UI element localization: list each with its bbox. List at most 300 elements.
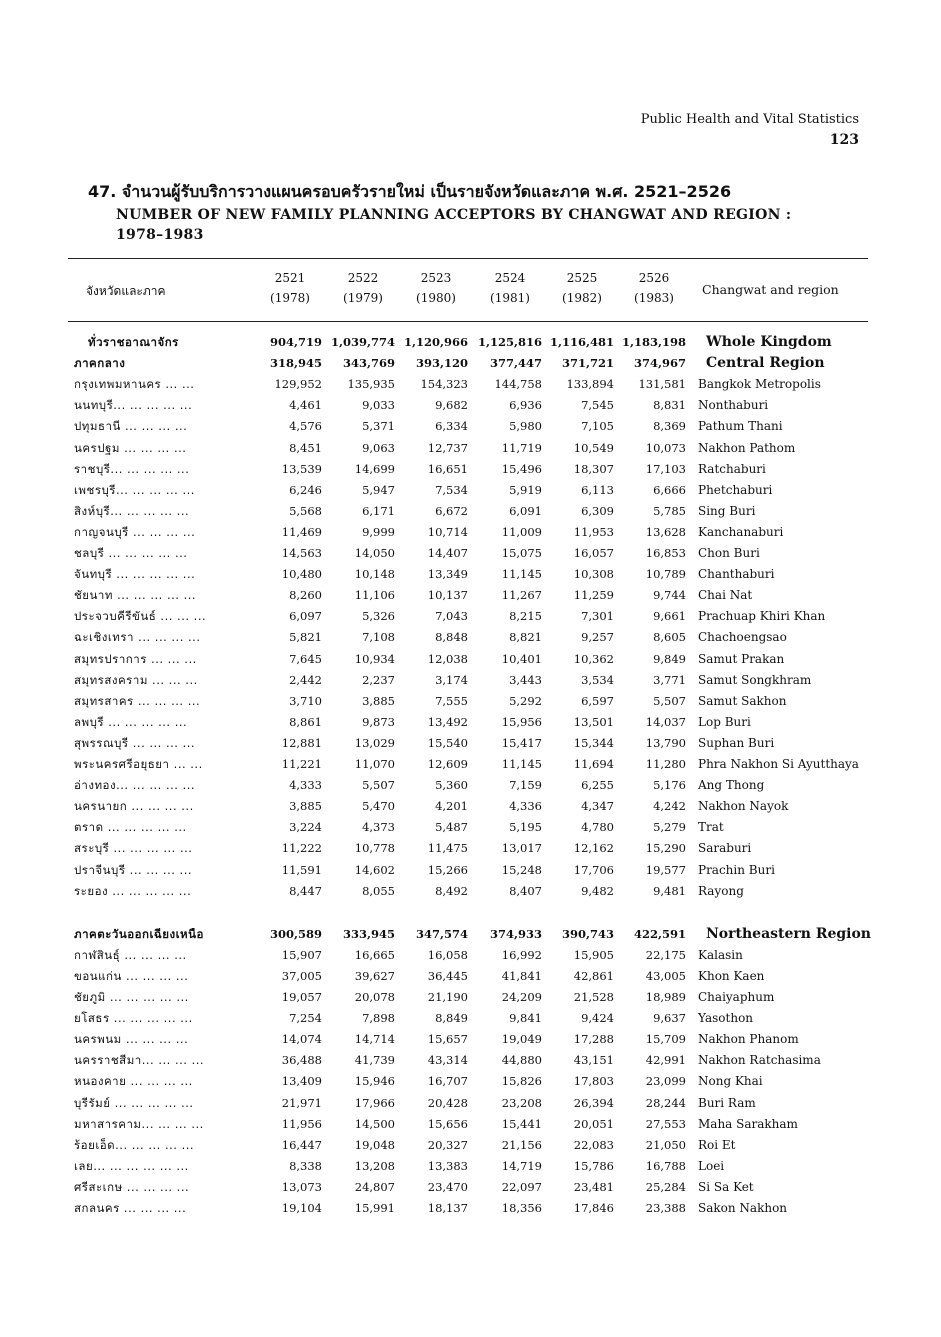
cell-value: 16,651 [427, 461, 468, 476]
row-label-thai: ภาคกลาง [74, 356, 126, 371]
row-label-thai: สระบุรี ... ... ... ... ... [74, 841, 193, 856]
row-label-thai: นนทบุรี... ... ... ... ... [74, 398, 193, 413]
cell-value: 41,739 [354, 1053, 395, 1068]
cell-value: 8,407 [509, 883, 542, 898]
cell-value: 393,120 [415, 356, 468, 371]
row-label-english: Suphan Buri [698, 735, 775, 750]
cell-value: 10,308 [573, 567, 614, 582]
cell-value: 11,956 [281, 1116, 322, 1131]
cell-value: 15,344 [573, 735, 614, 750]
cell-value: 11,070 [354, 757, 395, 771]
cell-value: 7,545 [581, 398, 614, 413]
cell-value: 9,063 [362, 440, 395, 455]
cell-value: 8,605 [653, 630, 686, 645]
cell-value: 135,935 [347, 377, 395, 392]
cell-value: 1,116,481 [549, 335, 614, 349]
row-label-thai: นครพนม ... ... ... ... [74, 1032, 189, 1047]
cell-value: 5,568 [289, 503, 322, 518]
row-label-english: Nakhon Phanom [698, 1032, 799, 1047]
cell-value: 9,873 [362, 714, 395, 729]
cell-value: 5,279 [653, 820, 686, 835]
row-label-thai: ภาคตะวันออกเฉียงเหนือ [74, 926, 204, 941]
cell-value: 14,563 [281, 546, 322, 560]
row-label-thai: จันทบุรี ... ... ... ... ... [74, 567, 196, 582]
cell-value: 9,661 [653, 609, 686, 624]
cell-value: 11,591 [281, 862, 322, 877]
row-label-english: Nakhon Nayok [698, 799, 789, 814]
cell-value: 12,038 [427, 651, 468, 666]
cell-value: 374,933 [489, 926, 542, 941]
row-label-thai: กรุงเทพมหานคร ... ... [74, 377, 195, 392]
row-label-english: Chaiyaphum [698, 990, 775, 1004]
cell-value: 390,743 [561, 926, 614, 941]
cell-value: 26,394 [573, 1095, 614, 1110]
table-row [0, 459, 941, 480]
cell-value: 11,469 [281, 524, 322, 539]
row-label-english: Samut Songkhram [698, 672, 812, 687]
table-row [0, 480, 941, 501]
cell-value: 12,737 [427, 440, 468, 455]
cell-value: 22,083 [573, 1137, 614, 1152]
table-row [0, 501, 941, 522]
row-label-thai: กาญจนบุรี ... ... ... ... [74, 524, 196, 539]
cell-value: 7,254 [289, 1011, 322, 1026]
table-row [0, 987, 941, 1008]
cell-value: 3,771 [653, 672, 686, 687]
cell-value: 9,841 [509, 1011, 542, 1026]
year-ce: (1978) [270, 291, 310, 305]
cell-value: 10,148 [354, 567, 395, 582]
cell-value: 5,487 [435, 820, 468, 835]
cell-value: 5,176 [653, 778, 686, 793]
cell-value: 41,841 [501, 968, 542, 983]
row-label-thai: ชัยภูมิ ... ... ... ... ... [74, 990, 189, 1004]
table-row [0, 1050, 941, 1071]
top-rule [68, 258, 868, 259]
row-label-thai: ศรีสะเกษ ... ... ... ... [74, 1179, 190, 1194]
table-row [0, 1198, 941, 1219]
cell-value: 6,672 [435, 503, 468, 518]
cell-value: 24,209 [501, 990, 542, 1004]
cell-value: 14,074 [281, 1032, 322, 1047]
cell-value: 6,091 [509, 503, 542, 518]
cell-value: 13,029 [354, 735, 395, 750]
cell-value: 5,919 [509, 482, 542, 497]
cell-value: 2,237 [362, 672, 395, 687]
cell-value: 19,048 [354, 1137, 395, 1152]
table-row [0, 1071, 941, 1092]
table-row [0, 670, 941, 691]
cell-value: 5,371 [362, 419, 395, 434]
cell-value: 9,999 [362, 524, 395, 539]
page-number: 123 [829, 132, 859, 148]
row-label-thai: สกลนคร ... ... ... ... [74, 1201, 187, 1215]
row-label-thai: อ่างทอง... ... ... ... ... [74, 778, 196, 793]
cell-value: 5,785 [653, 503, 686, 518]
cell-value: 7,159 [509, 778, 542, 793]
row-label-english: Sakon Nakhon [698, 1201, 788, 1215]
row-label-english: Roi Et [698, 1137, 736, 1152]
row-label-thai: สิงห์บุรี... ... ... ... ... [74, 503, 190, 518]
table-row [0, 1135, 941, 1156]
cell-value: 15,290 [645, 841, 686, 856]
cell-value: 3,174 [435, 672, 468, 687]
cell-value: 10,714 [427, 524, 468, 539]
cell-value: 8,215 [509, 609, 542, 624]
cell-value: 22,175 [645, 947, 686, 962]
cell-value: 12,609 [427, 757, 468, 771]
row-label-english: Northeastern Region [706, 925, 871, 942]
page-header [641, 110, 859, 150]
row-label-english: Chon Buri [698, 546, 760, 560]
cell-value: 22,097 [501, 1179, 542, 1194]
cell-value: 17,966 [354, 1095, 395, 1110]
cell-value: 4,347 [581, 799, 614, 814]
table-row [0, 438, 941, 459]
row-label-english: Prachuap Khiri Khan [698, 609, 826, 624]
row-label-english: Lop Buri [698, 714, 751, 729]
row-label-english: Samut Sakhon [698, 693, 787, 708]
cell-value: 13,790 [645, 735, 686, 750]
table-title-english: NUMBER OF NEW FAMILY PLANNING ACCEPTORS BY CHANGWAT AND REGION : [116, 207, 792, 223]
table-section-row [0, 924, 941, 945]
row-label-thai: ขอนแก่น ... ... ... ... [74, 968, 189, 983]
row-label-thai: ปทุมธานี ... ... ... ... [74, 419, 188, 434]
cell-value: 2,442 [289, 672, 322, 687]
section-title: Public Health and Vital Statistics [640, 112, 859, 127]
row-label-thai: เพชรบุรี... ... ... ... ... [74, 482, 195, 497]
cell-value: 3,443 [509, 672, 542, 687]
cell-value: 10,073 [645, 440, 686, 455]
cell-value: 7,108 [362, 630, 395, 645]
cell-value: 343,769 [342, 356, 395, 371]
cell-value: 10,362 [573, 651, 614, 666]
cell-value: 15,656 [427, 1116, 468, 1131]
cell-value: 333,945 [342, 926, 395, 941]
cell-value: 13,409 [281, 1074, 322, 1089]
cell-value: 42,861 [573, 968, 614, 983]
cell-value: 23,099 [645, 1074, 686, 1089]
table-row [0, 1114, 941, 1135]
cell-value: 318,945 [269, 356, 322, 371]
table-row [0, 395, 941, 416]
row-label-english: Rayong [698, 883, 744, 898]
cell-value: 18,356 [501, 1201, 542, 1215]
cell-value: 17,706 [573, 862, 614, 877]
cell-value: 43,005 [645, 968, 686, 983]
row-label-thai: ชัยนาท ... ... ... ... ... [74, 588, 197, 603]
row-label-english: Samut Prakan [698, 651, 785, 666]
row-label-english: Nonthaburi [698, 398, 769, 413]
table-row [0, 1093, 941, 1114]
year-ce: (1982) [562, 291, 602, 305]
row-label-english: Kanchanaburi [698, 524, 784, 539]
row-label-english: Ang Thong [698, 778, 765, 793]
cell-value: 16,058 [427, 947, 468, 962]
cell-value: 21,971 [281, 1095, 322, 1110]
row-label-thai: มหาสารคาม... ... ... ... [74, 1116, 204, 1131]
cell-value: 7,301 [581, 609, 614, 624]
table-row [0, 775, 941, 796]
cell-value: 6,334 [435, 419, 468, 434]
cell-value: 18,137 [427, 1201, 468, 1215]
cell-value: 11,106 [354, 588, 395, 603]
row-label-thai: ฉะเชิงเทรา ... ... ... ... [74, 630, 201, 645]
cell-value: 20,428 [427, 1095, 468, 1110]
row-label-thai: บุรีรัมย์ ... ... ... ... ... [74, 1095, 194, 1110]
row-label-english: Ratchaburi [698, 461, 766, 476]
cell-value: 20,327 [427, 1137, 468, 1152]
cell-value: 4,201 [435, 799, 468, 814]
cell-value: 15,540 [427, 735, 468, 750]
row-label-thai: นครนายก ... ... ... ... [74, 799, 194, 814]
year-be: 2526 [638, 271, 670, 285]
row-label-english: Chai Nat [698, 588, 753, 603]
year-ce: (1983) [634, 291, 674, 305]
cell-value: 15,991 [354, 1201, 395, 1215]
cell-value: 6,309 [581, 503, 614, 518]
cell-value: 23,481 [573, 1179, 614, 1194]
cell-value: 21,156 [501, 1137, 542, 1152]
row-label-english: Yasothon [698, 1011, 754, 1026]
cell-value: 15,956 [501, 714, 542, 729]
cell-value: 15,417 [501, 735, 542, 750]
cell-value: 9,849 [653, 651, 686, 666]
cell-value: 11,475 [427, 841, 468, 856]
table-row [0, 945, 941, 966]
row-label-english: Phra Nakhon Si Ayutthaya [698, 757, 859, 771]
cell-value: 371,721 [561, 356, 614, 371]
cell-value: 10,778 [354, 841, 395, 856]
cell-value: 3,534 [581, 672, 614, 687]
cell-value: 9,033 [362, 398, 395, 413]
cell-value: 8,451 [289, 440, 322, 455]
cell-value: 3,224 [289, 820, 322, 835]
cell-value: 4,333 [289, 778, 322, 793]
cell-value: 43,151 [573, 1053, 614, 1068]
cell-value: 13,539 [281, 461, 322, 476]
cell-value: 13,628 [645, 524, 686, 539]
cell-value: 7,043 [435, 609, 468, 624]
row-label-thai: เลย... ... ... ... ... ... [74, 1158, 189, 1173]
cell-value: 19,577 [645, 862, 686, 877]
cell-value: 8,831 [653, 398, 686, 413]
cell-value: 8,055 [362, 883, 395, 898]
cell-value: 8,260 [289, 588, 322, 603]
row-label-english: Trat [698, 820, 724, 835]
year-be: 2525 [566, 271, 598, 285]
cell-value: 6,246 [289, 482, 322, 497]
cell-value: 21,050 [645, 1137, 686, 1152]
table-row [0, 838, 941, 859]
table-row [0, 627, 941, 648]
cell-value: 12,162 [573, 841, 614, 856]
row-label-english: Chachoengsao [698, 630, 787, 645]
cell-value: 15,786 [573, 1158, 614, 1173]
cell-value: 133,894 [566, 377, 614, 392]
cell-value: 23,388 [645, 1201, 686, 1215]
cell-value: 8,821 [509, 630, 542, 645]
cell-value: 15,248 [501, 862, 542, 877]
cell-value: 7,898 [362, 1011, 395, 1026]
cell-value: 8,492 [435, 883, 468, 898]
cell-value: 9,424 [581, 1011, 614, 1026]
row-label-english: Central Region [706, 355, 825, 372]
cell-value: 13,383 [427, 1158, 468, 1173]
cell-value: 16,447 [281, 1137, 322, 1152]
cell-value: 13,492 [427, 714, 468, 729]
table-row [0, 1156, 941, 1177]
cell-value: 5,292 [509, 693, 542, 708]
cell-value: 9,481 [653, 883, 686, 898]
cell-value: 16,992 [501, 947, 542, 962]
year-header [480, 268, 540, 308]
cell-value: 4,461 [289, 398, 322, 413]
row-label-english: Nakhon Ratchasima [698, 1053, 821, 1068]
cell-value: 8,848 [435, 630, 468, 645]
cell-value: 16,853 [645, 546, 686, 560]
cell-value: 5,821 [289, 630, 322, 645]
cell-value: 14,699 [354, 461, 395, 476]
cell-value: 14,037 [645, 714, 686, 729]
cell-value: 377,447 [489, 356, 542, 371]
cell-value: 15,709 [645, 1032, 686, 1047]
cell-value: 5,360 [435, 778, 468, 793]
row-label-thai: สมุทรสงคราม ... ... ... [74, 672, 198, 687]
cell-value: 11,221 [281, 757, 322, 771]
row-label-thai: ราชบุรี... ... ... ... ... [74, 461, 190, 476]
header-rule [68, 321, 868, 322]
cell-value: 11,222 [281, 841, 322, 856]
cell-value: 14,714 [354, 1032, 395, 1047]
row-label-english: Buri Ram [698, 1095, 756, 1110]
cell-value: 10,137 [427, 588, 468, 603]
cell-value: 5,947 [362, 482, 395, 497]
cell-value: 5,507 [653, 693, 686, 708]
cell-value: 18,307 [573, 461, 614, 476]
cell-value: 36,488 [281, 1053, 322, 1068]
cell-value: 6,597 [581, 693, 614, 708]
cell-value: 23,470 [427, 1179, 468, 1194]
cell-value: 9,744 [653, 588, 686, 603]
column-header-english: Changwat and region [702, 282, 839, 297]
cell-value: 11,145 [501, 567, 542, 582]
cell-value: 11,267 [501, 588, 542, 603]
cell-value: 8,338 [289, 1158, 322, 1173]
cell-value: 5,470 [362, 799, 395, 814]
year-header [406, 268, 466, 308]
row-label-english: Khon Kaen [698, 968, 765, 983]
row-label-thai: พระนครศรีอยุธยา ... ... [74, 757, 203, 771]
table-title-thai: 47. จำนวนผู้รับบริการวางแผนครอบครัวรายใหม่ เป็นรายจังหวัดและภาค พ.ศ. 2521–2526 [88, 182, 732, 201]
cell-value: 15,657 [427, 1032, 468, 1047]
cell-value: 1,039,774 [330, 335, 395, 349]
cell-value: 24,807 [354, 1179, 395, 1194]
year-ce: (1981) [490, 291, 530, 305]
cell-value: 14,719 [501, 1158, 542, 1173]
cell-value: 904,719 [269, 335, 322, 349]
cell-value: 3,885 [362, 693, 395, 708]
row-label-thai: ตราด ... ... ... ... ... [74, 820, 187, 835]
row-label-english: Chanthaburi [698, 567, 775, 582]
table-row [0, 1029, 941, 1050]
cell-value: 131,581 [638, 377, 686, 392]
table-row [0, 860, 941, 881]
cell-value: 16,707 [427, 1074, 468, 1089]
table-row [0, 966, 941, 987]
cell-value: 13,073 [281, 1179, 322, 1194]
cell-value: 6,936 [509, 398, 542, 413]
cell-value: 15,905 [573, 947, 614, 962]
cell-value: 20,078 [354, 990, 395, 1004]
table-row [0, 881, 941, 902]
table-row [0, 416, 941, 437]
table-row [0, 374, 941, 395]
row-label-thai: สุพรรณบุรี ... ... ... ... [74, 735, 196, 750]
table-row [0, 585, 941, 606]
year-header [552, 268, 612, 308]
cell-value: 15,266 [427, 862, 468, 877]
table-row [0, 543, 941, 564]
cell-value: 13,017 [501, 841, 542, 856]
table-title [88, 180, 868, 245]
cell-value: 14,602 [354, 862, 395, 877]
row-label-thai: ปราจีนบุรี ... ... ... ... [74, 862, 192, 877]
cell-value: 1,183,198 [621, 335, 686, 349]
cell-value: 12,881 [281, 735, 322, 750]
cell-value: 28,244 [645, 1095, 686, 1110]
year-header [260, 268, 320, 308]
cell-value: 11,719 [501, 440, 542, 455]
cell-value: 37,005 [281, 968, 322, 983]
cell-value: 15,496 [501, 461, 542, 476]
cell-value: 8,369 [653, 419, 686, 434]
table-row [0, 691, 941, 712]
cell-value: 19,057 [281, 990, 322, 1004]
row-label-english: Saraburi [698, 841, 752, 856]
year-be: 2523 [420, 271, 452, 285]
cell-value: 15,826 [501, 1074, 542, 1089]
cell-value: 8,849 [435, 1011, 468, 1026]
cell-value: 4,576 [289, 419, 322, 434]
year-header [624, 268, 684, 308]
table-row [0, 1008, 941, 1029]
table-row [0, 522, 941, 543]
table-row [0, 1177, 941, 1198]
cell-value: 10,934 [354, 651, 395, 666]
row-label-english: Kalasin [698, 947, 743, 962]
cell-value: 11,694 [573, 757, 614, 771]
row-label-english: Nakhon Pathom [698, 440, 796, 455]
table-row [0, 712, 941, 733]
cell-value: 13,208 [354, 1158, 395, 1173]
table-section-row [0, 332, 941, 353]
cell-value: 44,880 [501, 1053, 542, 1068]
row-label-english: Prachin Buri [698, 862, 775, 877]
cell-value: 4,780 [581, 820, 614, 835]
cell-value: 17,846 [573, 1201, 614, 1215]
row-label-english: Loei [698, 1158, 725, 1173]
cell-value: 21,190 [427, 990, 468, 1004]
cell-value: 15,907 [281, 947, 322, 962]
table-row [0, 733, 941, 754]
cell-value: 7,555 [435, 693, 468, 708]
cell-value: 9,682 [435, 398, 468, 413]
row-label-thai: นครราชสีมา... ... ... ... [74, 1053, 205, 1068]
cell-value: 16,665 [354, 947, 395, 962]
cell-value: 11,145 [501, 757, 542, 771]
row-label-thai: ทั่วราชอาณาจักร [88, 335, 179, 349]
